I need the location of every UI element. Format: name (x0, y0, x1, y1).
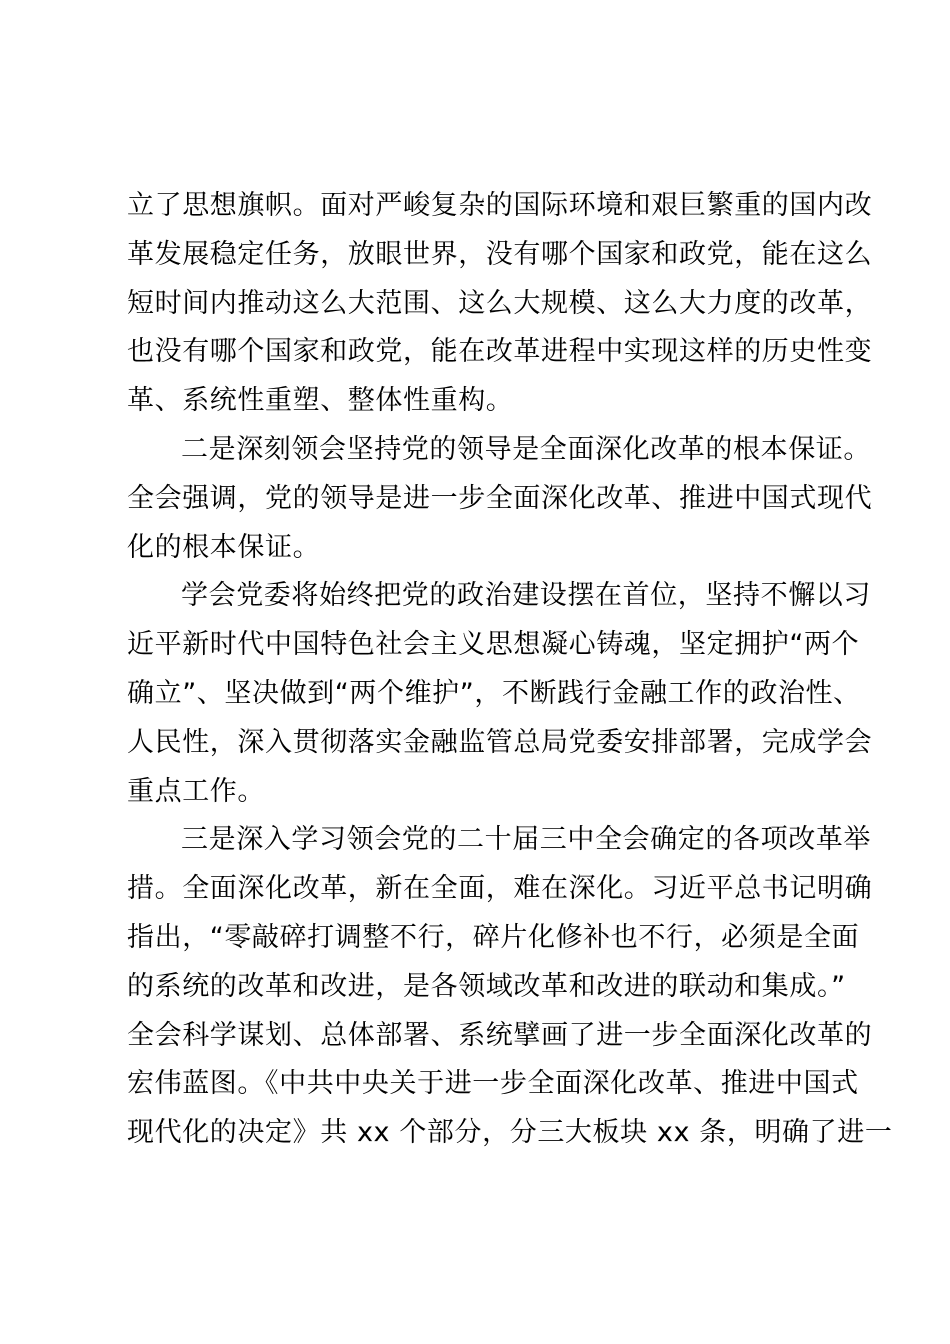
text-line: 近平新时代中国特色社会主义思想凝心铸魂，坚定拥护“两个 (127, 629, 860, 661)
text-line: 全会强调，党的领导是进一步全面深化改革、推进中国式现代 (127, 482, 873, 514)
text-line: 的系统的改革和改进，是各领域改革和改进的联动和集成。” (127, 970, 846, 1002)
text-line: 革、系统性重塑、整体性重构。 (127, 385, 514, 417)
paragraph-4 (127, 816, 893, 1158)
text-line: 措。全面深化改革，新在全面，难在深化。习近平总书记明确 (127, 873, 873, 905)
text-line: 立了思想旗帜。面对严峻复杂的国际环境和艰巨繁重的国内改 (127, 190, 873, 221)
paragraph-3 (127, 572, 887, 816)
text-line: 二是深刻领会坚持党的领导是全面深化改革的根本保证。 (181, 433, 871, 465)
paragraph-1 (127, 182, 887, 426)
text-line: 也没有哪个国家和政党，能在改革进程中实现这样的历史性变 (127, 336, 873, 368)
text-line: 化的根本保证。 (127, 531, 321, 563)
text-line: 学会党委将始终把党的政治建设摆在首位，坚持不懈以习 (181, 580, 871, 612)
text-line: 三是深入学习领会党的二十届三中全会确定的各项改革举 (181, 824, 871, 856)
text-line: 指出，“零敲碎打调整不行，碎片化修补也不行，必须是全面 (127, 921, 860, 953)
body-text (127, 182, 893, 1158)
text-line: 确立”、坚决做到“两个维护”，不断践行金融工作的政治性、 (127, 677, 861, 709)
text-line: 人民性，深入贯彻落实金融监管总局党委安排部署，完成学会 (127, 726, 873, 758)
text-line: 短时间内推动这么大范围、这么大规模、这么大力度的改革， (127, 287, 873, 319)
text-line: 革发展稳定任务，放眼世界，没有哪个国家和政党，能在这么 (127, 238, 873, 270)
paragraph-2 (127, 426, 887, 572)
text-line: 宏伟蓝图。《中共中央关于进一步全面深化改革、推进中国式 (127, 1068, 859, 1100)
text-line: 重点工作。 (127, 775, 265, 807)
text-line: 全会科学谋划、总体部署、系统擘画了进一步全面深化改革的 (127, 1019, 873, 1051)
text-line: 现代化的决定》共 xx 个部分，分三大板块 xx 条，明确了进一 (127, 1117, 893, 1149)
